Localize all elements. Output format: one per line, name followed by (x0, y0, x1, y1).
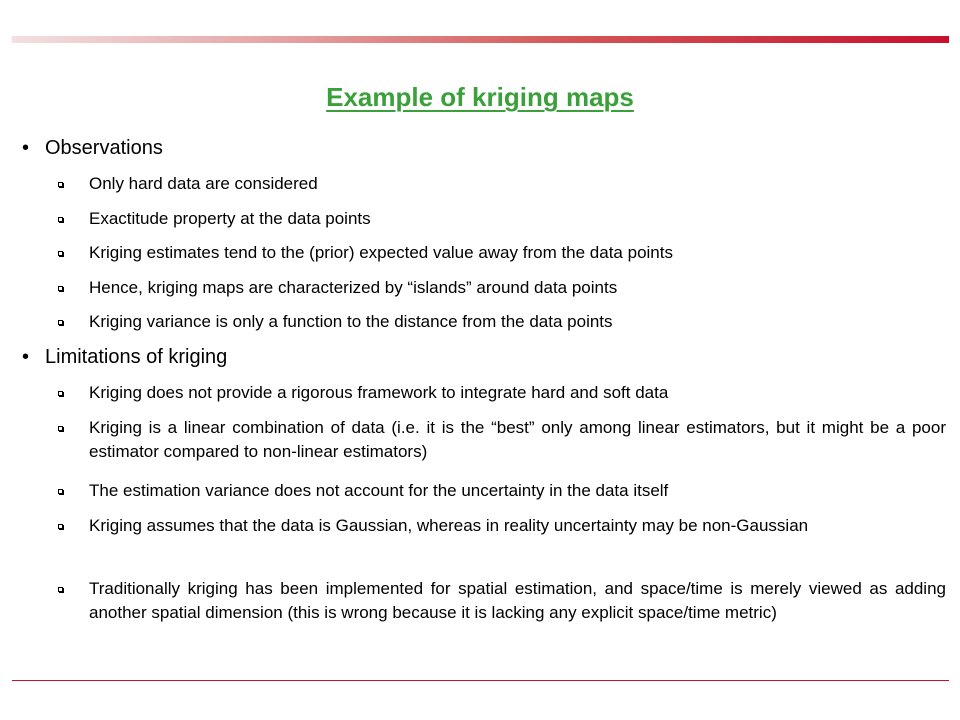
list-item-text: Kriging does not provide a rigorous framework to integrate hard and soft data (89, 383, 669, 402)
list-item-text: Kriging estimates tend to the (prior) expected value away from the data points (89, 243, 673, 262)
list-item-text: Traditionally kriging has been implemented for spatial estimation, and space/time is merely viewed as adding another spatial dimension (this is wrong because it is lacking any explicit space/time metric) (89, 579, 946, 622)
list-item-text: Hence, kriging maps are characterized by “islands” around data points (89, 278, 618, 297)
square-bullet-icon (58, 182, 63, 187)
list-item-text: The estimation variance does not account for the uncertainty in the data itself (89, 481, 669, 500)
bullet-icon: • (22, 346, 30, 368)
list-item-text: Kriging assumes that the data is Gaussian, whereas in reality uncertainty may be non-Gaussian (89, 516, 809, 535)
square-bullet-icon (58, 391, 63, 396)
list-item-text: Kriging variance is only a function to the distance from the data points (89, 312, 613, 331)
square-bullet-icon (58, 587, 63, 592)
square-bullet-icon (58, 426, 63, 431)
square-bullet-icon (58, 286, 63, 291)
square-bullet-icon (58, 489, 63, 494)
list-item-text: Kriging is a linear combination of data (i.e. it is the “best” only among linear estimators, but it might be a poor estimator compared to non-linear estimators) (89, 418, 946, 461)
square-bullet-icon (58, 320, 63, 325)
square-bullet-icon (58, 217, 63, 222)
square-bullet-icon (58, 251, 63, 256)
top-accent-bar (12, 36, 949, 43)
square-bullet-icon (58, 524, 63, 529)
section-heading: Limitations of kriging (45, 346, 228, 368)
list-item-text: Exactitude property at the data points (89, 209, 371, 228)
bottom-divider (12, 680, 949, 681)
slide-title: Example of kriging maps (326, 82, 634, 112)
bullet-icon: • (22, 137, 30, 159)
list-item-text: Only hard data are considered (89, 174, 318, 193)
section-heading: Observations (45, 137, 163, 159)
